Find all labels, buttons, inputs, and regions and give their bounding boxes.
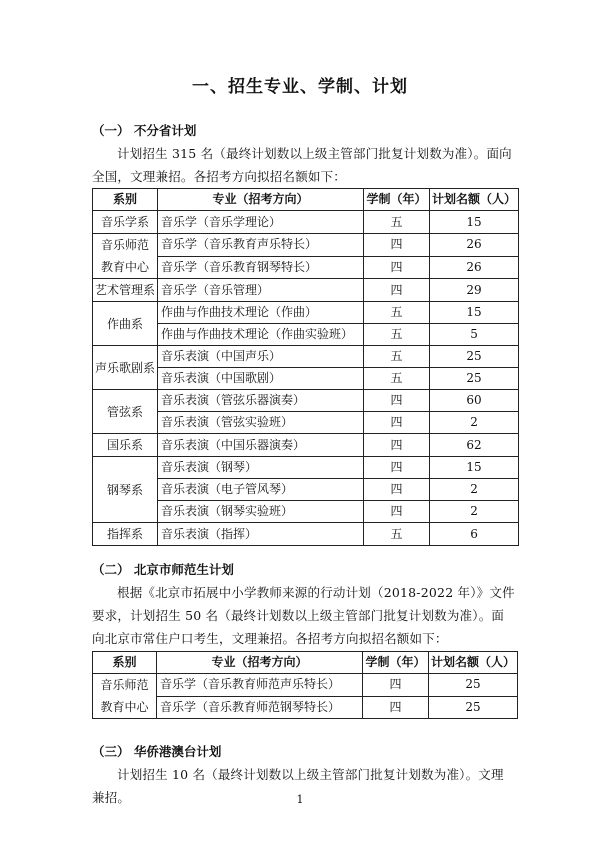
dept-cell: 管弦系 — [93, 390, 158, 434]
quota-cell: 26 — [430, 234, 519, 257]
quota-cell: 60 — [430, 390, 519, 412]
table-row — [93, 302, 519, 324]
major-cell: 音乐表演（电子管风琴） — [158, 479, 364, 501]
major-cell: 音乐学（音乐学理论） — [158, 211, 364, 234]
years-cell: 五 — [364, 302, 430, 324]
table-row — [93, 346, 519, 368]
quota-table-1 — [92, 188, 519, 546]
quota-cell: 29 — [430, 279, 519, 302]
dept-cell: 钢琴系 — [93, 457, 158, 523]
section-heading-3: （三） 华侨港澳台计划 — [92, 744, 222, 759]
dept-cell: 声乐歌剧系 — [93, 346, 158, 390]
dept-cell: 音乐师范 教育中心 — [93, 234, 158, 279]
quota-cell: 2 — [430, 412, 519, 434]
section-paragraph-3: 计划招生 10 名（最终计划数以上级主管部门批复计划数为准）。文理兼招。 — [92, 767, 504, 805]
quota-cell: 6 — [430, 523, 519, 546]
header-quota: 计划名额（人） — [430, 189, 519, 211]
table-row — [93, 279, 519, 302]
dept-cell: 艺术管理系 — [93, 279, 158, 302]
major-cell: 音乐表演（管弦乐器演奏） — [158, 390, 364, 412]
page-number: 1 — [296, 793, 304, 806]
years-cell: 五 — [364, 368, 430, 390]
header-years: 学制（年） — [363, 652, 429, 674]
quota-cell: 15 — [430, 211, 519, 234]
table-header-row — [93, 652, 518, 674]
quota-cell: 15 — [430, 302, 519, 324]
table-row — [93, 457, 519, 479]
section-heading-2: （二） 北京市师范生计划 — [92, 562, 234, 577]
section-paragraph-2: 根据《北京市拓展中小学教师来源的行动计划（2018-2022 年）》文件要求，计划招生 50 名（最终计划数以上级主管部门批复计划数为准）。面向北京市常住户口考生，文理兼招。各招考方向拟招名额如下： — [92, 585, 515, 646]
header-dept: 系别 — [93, 189, 158, 211]
quota-cell: 62 — [430, 434, 519, 457]
table-row — [93, 390, 519, 412]
years-cell: 四 — [364, 457, 430, 479]
years-cell: 四 — [364, 390, 430, 412]
major-cell: 音乐表演（中国歌剧） — [158, 368, 364, 390]
years-cell: 四 — [364, 479, 430, 501]
major-cell: 音乐学（音乐教育师范声乐特长） — [157, 674, 363, 697]
header-major: 专业（招考方向） — [157, 652, 363, 674]
dept-cell: 作曲系 — [93, 302, 158, 346]
major-cell: 音乐学（音乐管理） — [158, 279, 364, 302]
major-cell: 音乐学（音乐教育声乐特长） — [158, 234, 364, 257]
quota-cell: 15 — [430, 457, 519, 479]
major-cell: 作曲与作曲技术理论（作曲） — [158, 302, 364, 324]
quota-cell: 5 — [430, 324, 519, 346]
dept-cell: 国乐系 — [93, 434, 158, 457]
major-cell: 音乐学（音乐教育师范钢琴特长） — [157, 696, 363, 719]
years-cell: 五 — [364, 211, 430, 234]
table-row — [93, 696, 518, 719]
years-cell: 五 — [364, 346, 430, 368]
dept-cell: 音乐师范 教育中心 — [93, 674, 157, 719]
table-row — [93, 234, 519, 257]
years-cell: 四 — [364, 501, 430, 523]
major-cell: 作曲与作曲技术理论（作曲实验班） — [158, 324, 364, 346]
table-row — [93, 523, 519, 546]
page-title: 一、招生专业、学制、计划 — [192, 77, 408, 97]
quota-table-2 — [92, 651, 518, 719]
major-cell: 音乐表演（中国声乐） — [158, 346, 364, 368]
table-header-row — [93, 189, 519, 211]
years-cell: 四 — [364, 279, 430, 302]
header-major: 专业（招考方向） — [158, 189, 364, 211]
years-cell: 四 — [363, 696, 429, 719]
years-cell: 四 — [364, 412, 430, 434]
major-cell: 音乐学（音乐教育钢琴特长） — [158, 256, 364, 279]
dept-cell: 音乐学系 — [93, 211, 158, 234]
table-row — [93, 674, 518, 697]
years-cell: 四 — [364, 234, 430, 257]
quota-cell: 2 — [430, 501, 519, 523]
table-row — [93, 211, 519, 234]
major-cell: 音乐表演（管弦实验班） — [158, 412, 364, 434]
quota-cell: 2 — [430, 479, 519, 501]
major-cell: 音乐表演（钢琴实验班） — [158, 501, 364, 523]
years-cell: 四 — [363, 674, 429, 697]
major-cell: 音乐表演（钢琴） — [158, 457, 364, 479]
years-cell: 四 — [364, 434, 430, 457]
years-cell: 五 — [364, 523, 430, 546]
table-row — [93, 434, 519, 457]
quota-cell: 25 — [429, 696, 518, 719]
header-quota: 计划名额（人） — [429, 652, 518, 674]
years-cell: 四 — [364, 256, 430, 279]
major-cell: 音乐表演（指挥） — [158, 523, 364, 546]
major-cell: 音乐表演（中国乐器演奏） — [158, 434, 364, 457]
section-paragraph-1: 计划招生 315 名（最终计划数以上级主管部门批复计划数为准）。面向全国，文理兼招。各招考方向拟招名额如下： — [92, 146, 512, 184]
dept-cell: 指挥系 — [93, 523, 158, 546]
section-heading-1: （一） 不分省计划 — [92, 123, 197, 138]
years-cell: 五 — [364, 324, 430, 346]
quota-cell: 25 — [429, 674, 518, 697]
quota-cell: 25 — [430, 368, 519, 390]
quota-cell: 25 — [430, 346, 519, 368]
quota-cell: 26 — [430, 256, 519, 279]
header-dept: 系别 — [93, 652, 157, 674]
header-years: 学制（年） — [364, 189, 430, 211]
